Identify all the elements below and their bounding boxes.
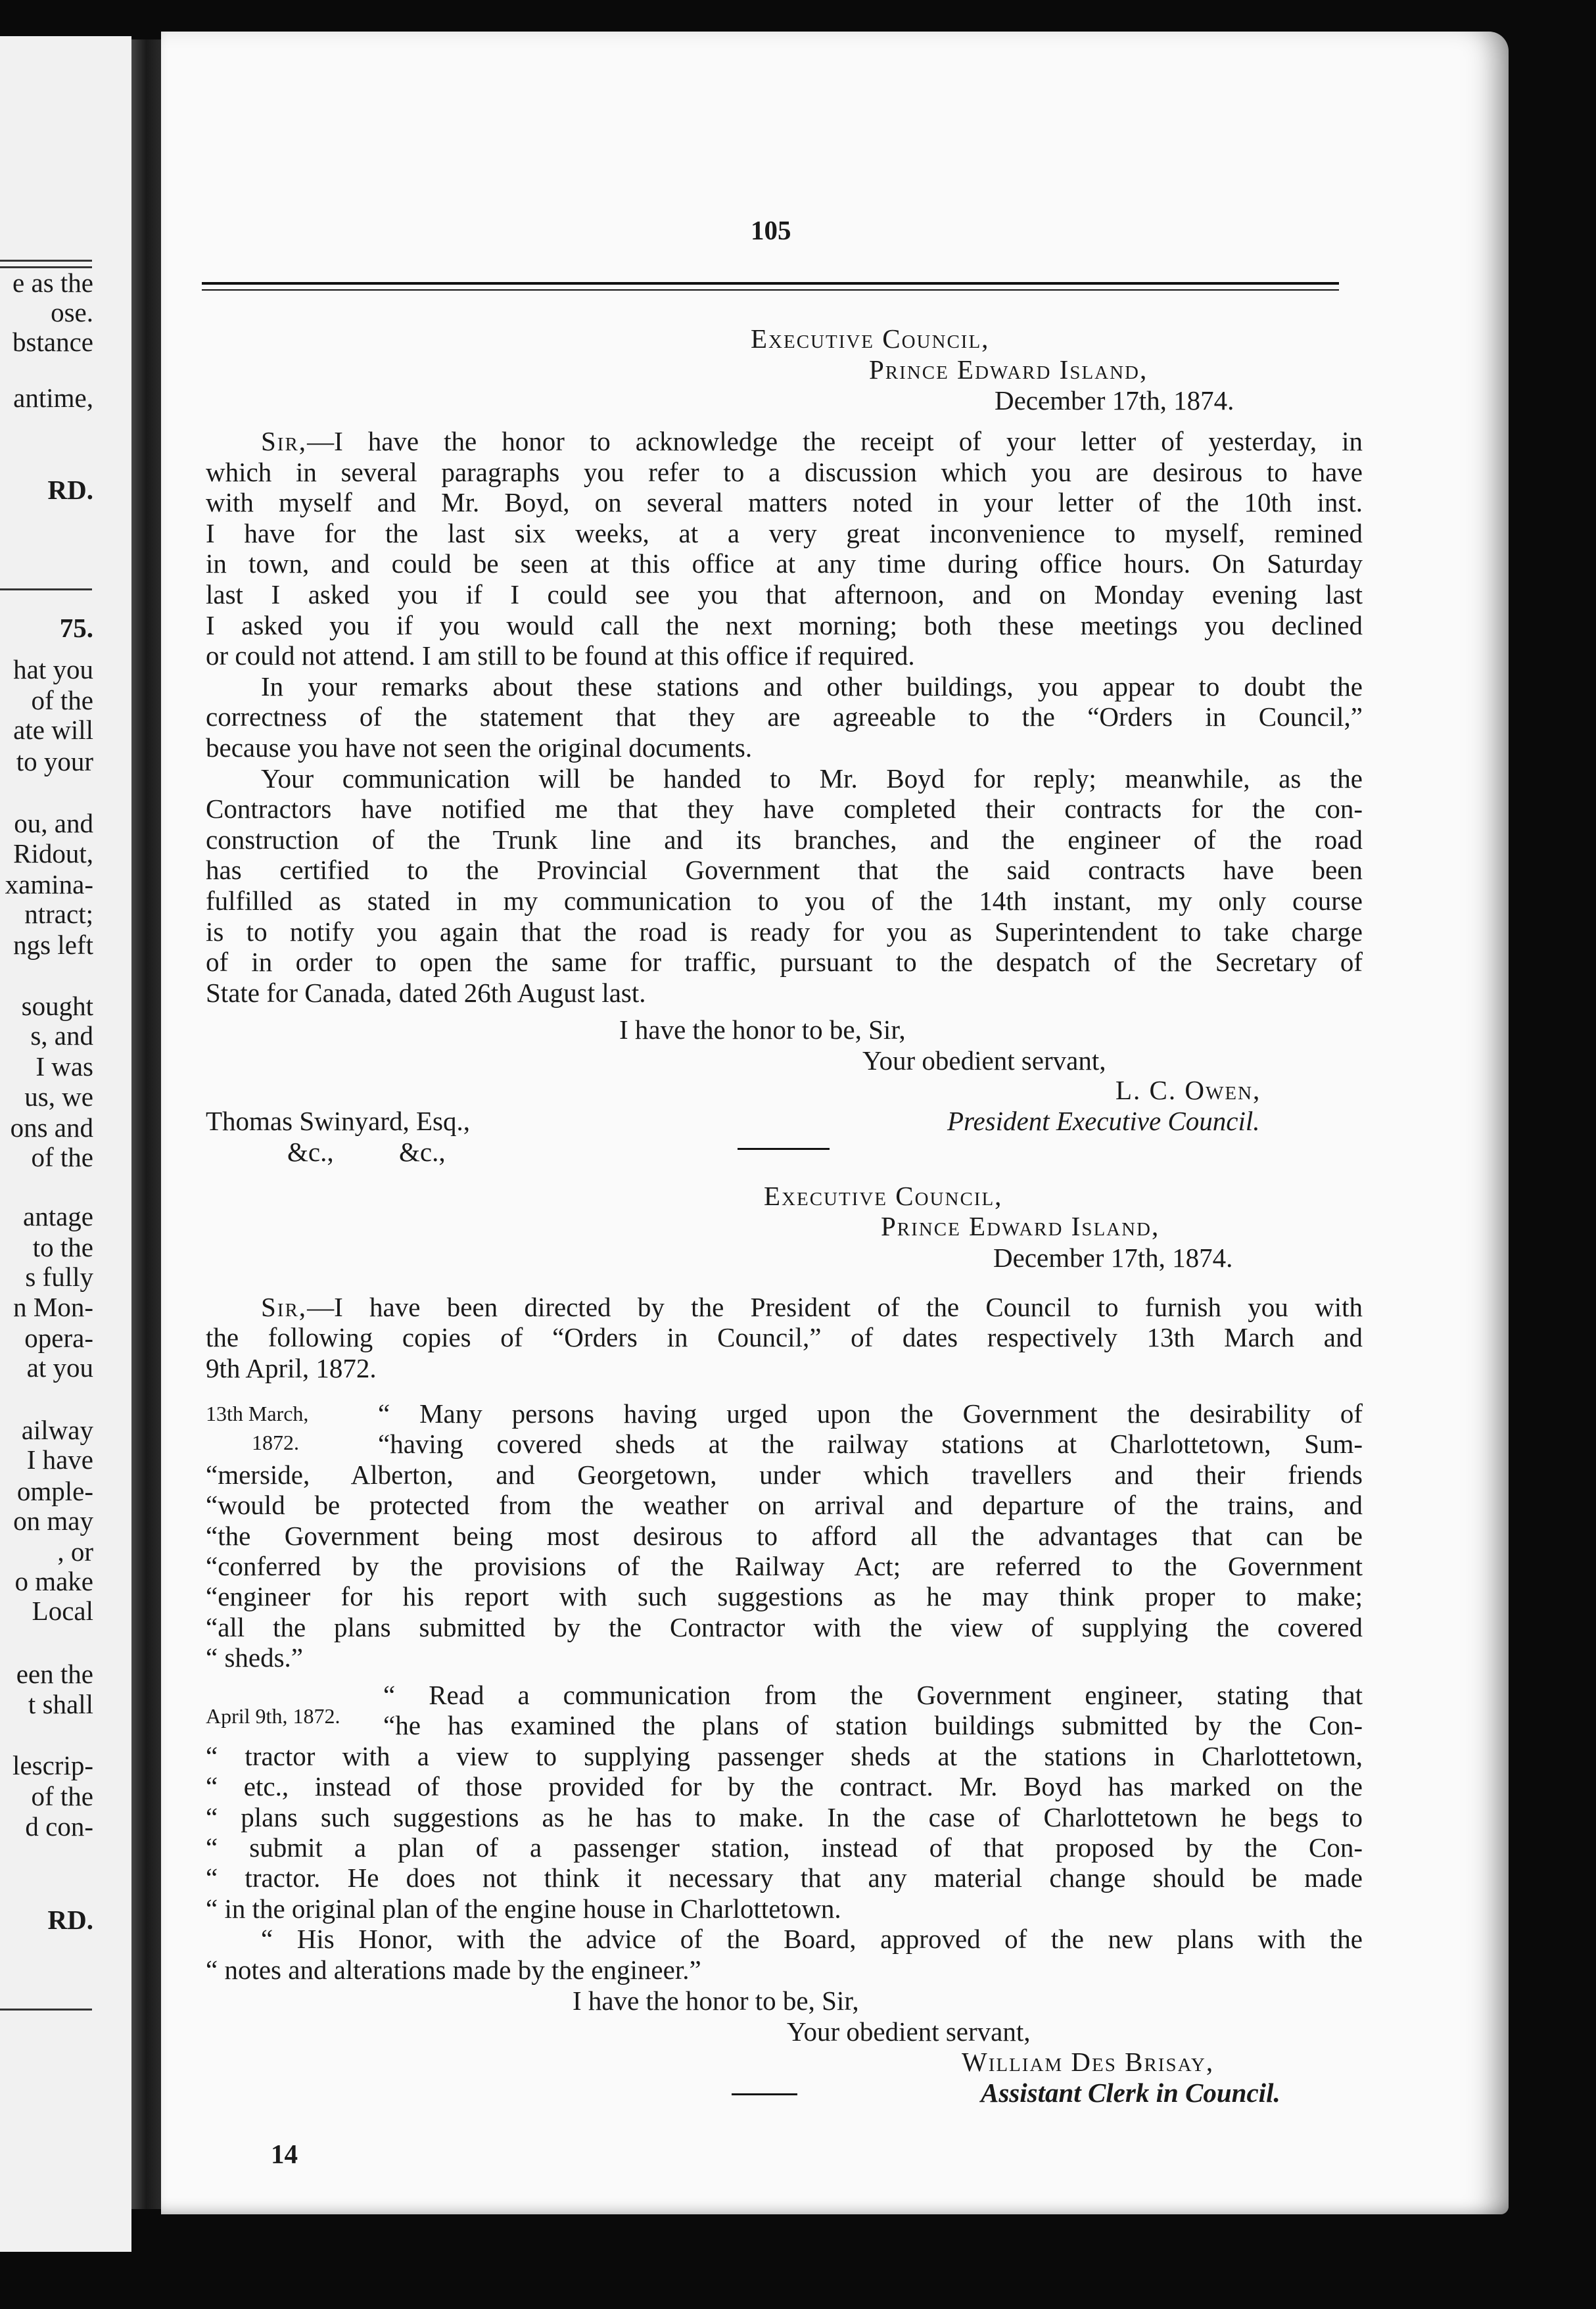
left-page-fragment: ngs left (13, 930, 93, 960)
order2-line: “ notes and alterations made by the engineer.” (206, 1955, 701, 1985)
letter1-line: of in order to open the same for traffic, pursuant to the despatch of the Secretary of (206, 947, 1363, 977)
left-page-fragment: us, we (24, 1082, 93, 1112)
left-page-fragment: I have (26, 1444, 93, 1475)
order2-line: “ His Honor, with the advice of the Board, approved of the new plans with the (261, 1924, 1363, 1954)
salutation-text: —I have the honor to acknowledge the receipt of your letter of yesterday, in (307, 426, 1363, 456)
left-page-fragment: bstance (12, 327, 93, 357)
left-page-rule (0, 260, 92, 262)
letter1-closing-line2: Your obedient servant, (862, 1045, 1106, 1076)
salutation-text: —I have been directed by the President of the Council to furnish you with (307, 1292, 1363, 1322)
left-page-fragment: to your (16, 746, 93, 776)
header-rule-bottom (202, 289, 1339, 291)
signature-mark: 14 (271, 2139, 298, 2169)
letter2-heading-line2: Prince Edward Island, (881, 1211, 1160, 1241)
addressee-etc-1: &c., (287, 1137, 334, 1167)
order1-line: “the Government being most desirous to afford all the advantages that can be (206, 1521, 1363, 1551)
order2-line: “ submit a plan of a passenger station, instead of that proposed by the Con- (206, 1832, 1363, 1863)
order1-line: “conferred by the provisions of the Railway Act; are referred to the Government (206, 1551, 1363, 1581)
order1-label-line2: 1872. (252, 1431, 299, 1454)
letter2-intro-line (261, 1294, 1363, 1321)
left-page-fragment: een the (16, 1659, 93, 1689)
letter1-line: is to notify you again that the road is ready for you as Superintendent to take charge (206, 916, 1363, 947)
left-page-fragment: ntract; (24, 899, 93, 929)
left-page-fragment: xamina- (5, 869, 93, 899)
letter1-line: Your communication will be handed to Mr. Boyd for reply; meanwhile, as the (261, 763, 1363, 794)
left-page-fragment: to the (32, 1232, 93, 1262)
left-page-fragment: s fully (25, 1262, 93, 1292)
left-page-fragment: RD. (47, 1905, 93, 1935)
letter1-line: which in several paragraphs you refer to a discussion which you are desirous to have (206, 457, 1363, 487)
left-page-fragment: at you (26, 1352, 93, 1383)
order2-line: “he has examined the plans of station buildings submitted by the Con- (383, 1710, 1363, 1740)
letter2-signature: William Des Brisay, (962, 2047, 1215, 2077)
left-page-fragment: antage (23, 1201, 93, 1231)
letter1-closing-line1: I have the honor to be, Sir, (619, 1014, 906, 1045)
letter2-date: December 17th, 1874. (993, 1243, 1233, 1273)
letter1-line: last I asked you if I could see you that afternoon, and on Monday evening last (206, 579, 1363, 609)
addressee-name: Thomas Swinyard, Esq., (206, 1106, 470, 1136)
letter2-closing-line2: Your obedient servant, (787, 2016, 1031, 2047)
order1-line: “engineer for his report with such suggestions as he may think proper to make; (206, 1581, 1363, 1611)
letter1-line: or could not attend. I am still to be found at this office if required. (206, 640, 915, 671)
letter2-intro-line: the following copies of “Orders in Council,” of dates respectively 13th March and (206, 1322, 1363, 1352)
order2-line: “ etc., instead of those provided for by the contract. Mr. Boyd has marked on the (206, 1771, 1363, 1801)
letter2-heading-line1: Executive Council, (764, 1181, 1003, 1211)
order2-label: April 9th, 1872. (206, 1704, 340, 1728)
left-page-edge (0, 36, 131, 2252)
left-page-fragment: Local (32, 1596, 93, 1626)
closing-divider (732, 2093, 797, 2095)
left-page-fragment: ose. (51, 297, 93, 327)
letter1-line: construction of the Trunk line and its branches, and the engineer of the road (206, 824, 1363, 855)
left-page-fragment: opera- (24, 1323, 93, 1353)
left-page-fragment: lescrip- (12, 1750, 93, 1780)
salutation: Sir, (261, 1292, 308, 1322)
left-page-fragment: s, and (30, 1020, 93, 1051)
order2-line: “ tractor with a view to supplying passenger sheds at the stations in Charlottetown, (206, 1741, 1363, 1771)
left-page-fragment: ailway (21, 1415, 93, 1445)
letter1-line: I asked you if you would call the next morning; both these meetings you declined (206, 610, 1363, 640)
letter1-line: correctness of the statement that they are agreeable to the “Orders in Council,” (206, 702, 1363, 732)
order1-line: “merside, Alberton, and Georgetown, under which travellers and their friends (206, 1460, 1363, 1490)
left-page-fragment: ate will (13, 715, 93, 745)
addressee-etc-2: &c., (399, 1137, 446, 1167)
letter2-intro-line: 9th April, 1872. (206, 1353, 377, 1383)
left-page-fragment: of the (31, 1781, 93, 1811)
document-page (161, 32, 1509, 2214)
left-page-fragment: of the (31, 685, 93, 715)
left-page-fragment: 75. (59, 613, 93, 643)
order2-line: “ Read a communication from the Government engineer, stating that (383, 1680, 1363, 1710)
left-page-fragment: RD. (47, 475, 93, 505)
left-page-fragment: n Mon- (13, 1292, 93, 1322)
left-page-fragment: antime, (13, 383, 93, 413)
letter1-line: fulfilled as stated in my communication to you of the 14th instant, my only course (206, 886, 1363, 916)
letter1-line: I have for the last six weeks, at a very great inconvenience to myself, remined (206, 518, 1363, 548)
order1-label-line1: 13th March, (206, 1402, 309, 1425)
letter1-heading-line2: Prince Edward Island, (869, 354, 1148, 385)
letter2-closing-line1: I have the honor to be, Sir, (573, 1986, 859, 2016)
letter1-line: State for Canada, dated 26th August last. (206, 978, 646, 1008)
left-page-fragment: of the (31, 1142, 93, 1172)
order1-line: “ Many persons having urged upon the Government the desirability of (378, 1398, 1363, 1429)
order1-line: “would be protected from the weather on arrival and departure of the trains, and (206, 1490, 1363, 1520)
salutation: Sir, (261, 426, 308, 456)
order1-line: “all the plans submitted by the Contractor with the view of supplying the covered (206, 1612, 1363, 1642)
letter1-line: In your remarks about these stations and other buildings, you appear to doubt the (261, 671, 1363, 702)
left-page-fragment: , or (57, 1536, 93, 1567)
left-page-fragment: sought (21, 991, 93, 1021)
page-number: 105 (751, 215, 791, 245)
left-page-fragment: omple- (16, 1476, 93, 1506)
left-page-fragment: ons and (10, 1112, 93, 1143)
left-page-rule (0, 588, 92, 590)
letter1-line (261, 428, 1363, 455)
left-page-fragment: e as the (12, 268, 93, 298)
letter1-line: with myself and Mr. Boyd, on several matters noted in your letter of the 10th inst. (206, 487, 1363, 517)
letter1-heading-line1: Executive Council, (751, 323, 990, 354)
left-page-fragment: t shall (28, 1689, 93, 1719)
order2-line: “ tractor. He does not think it necessary that any material change should be made (206, 1863, 1363, 1893)
header-rule-top (202, 282, 1339, 285)
left-page-fragment: ou, and (14, 808, 93, 838)
left-page-fragment: hat you (13, 654, 93, 684)
order1-line: “having covered sheds at the railway stations at Charlottetown, Sum- (378, 1429, 1363, 1459)
order2-line: “ in the original plan of the engine house in Charlottetown. (206, 1893, 841, 1924)
left-page-fragment: o make (14, 1566, 93, 1596)
order2-line: “ plans such suggestions as he has to make. In the case of Charlottetown he begs to (206, 1802, 1363, 1832)
left-page-fragment: Ridout, (13, 838, 93, 869)
letter1-line: Contractors have notified me that they have completed their contracts for the con- (206, 794, 1363, 824)
letter1-line: in town, and could be seen at this office at any time during office hours. On Saturday (206, 548, 1363, 579)
left-page-rule (0, 2009, 92, 2011)
letter1-line: has certified to the Provincial Government that the said contracts have been (206, 855, 1363, 885)
letter1-line: because you have not seen the original documents. (206, 732, 753, 763)
letter2-signature-title: Assistant Clerk in Council. (981, 2078, 1280, 2108)
left-page-fragment: d con- (25, 1811, 93, 1842)
letter1-signature: L. C. Owen, (1115, 1075, 1261, 1105)
letter1-date: December 17th, 1874. (995, 385, 1234, 416)
letter1-signature-title: President Executive Council. (947, 1106, 1260, 1136)
book-gutter (131, 39, 161, 2209)
left-page-fragment: I was (35, 1051, 93, 1082)
order1-line: “ sheds.” (206, 1642, 304, 1673)
section-divider (738, 1148, 830, 1150)
left-page-fragment: on may (13, 1506, 93, 1536)
